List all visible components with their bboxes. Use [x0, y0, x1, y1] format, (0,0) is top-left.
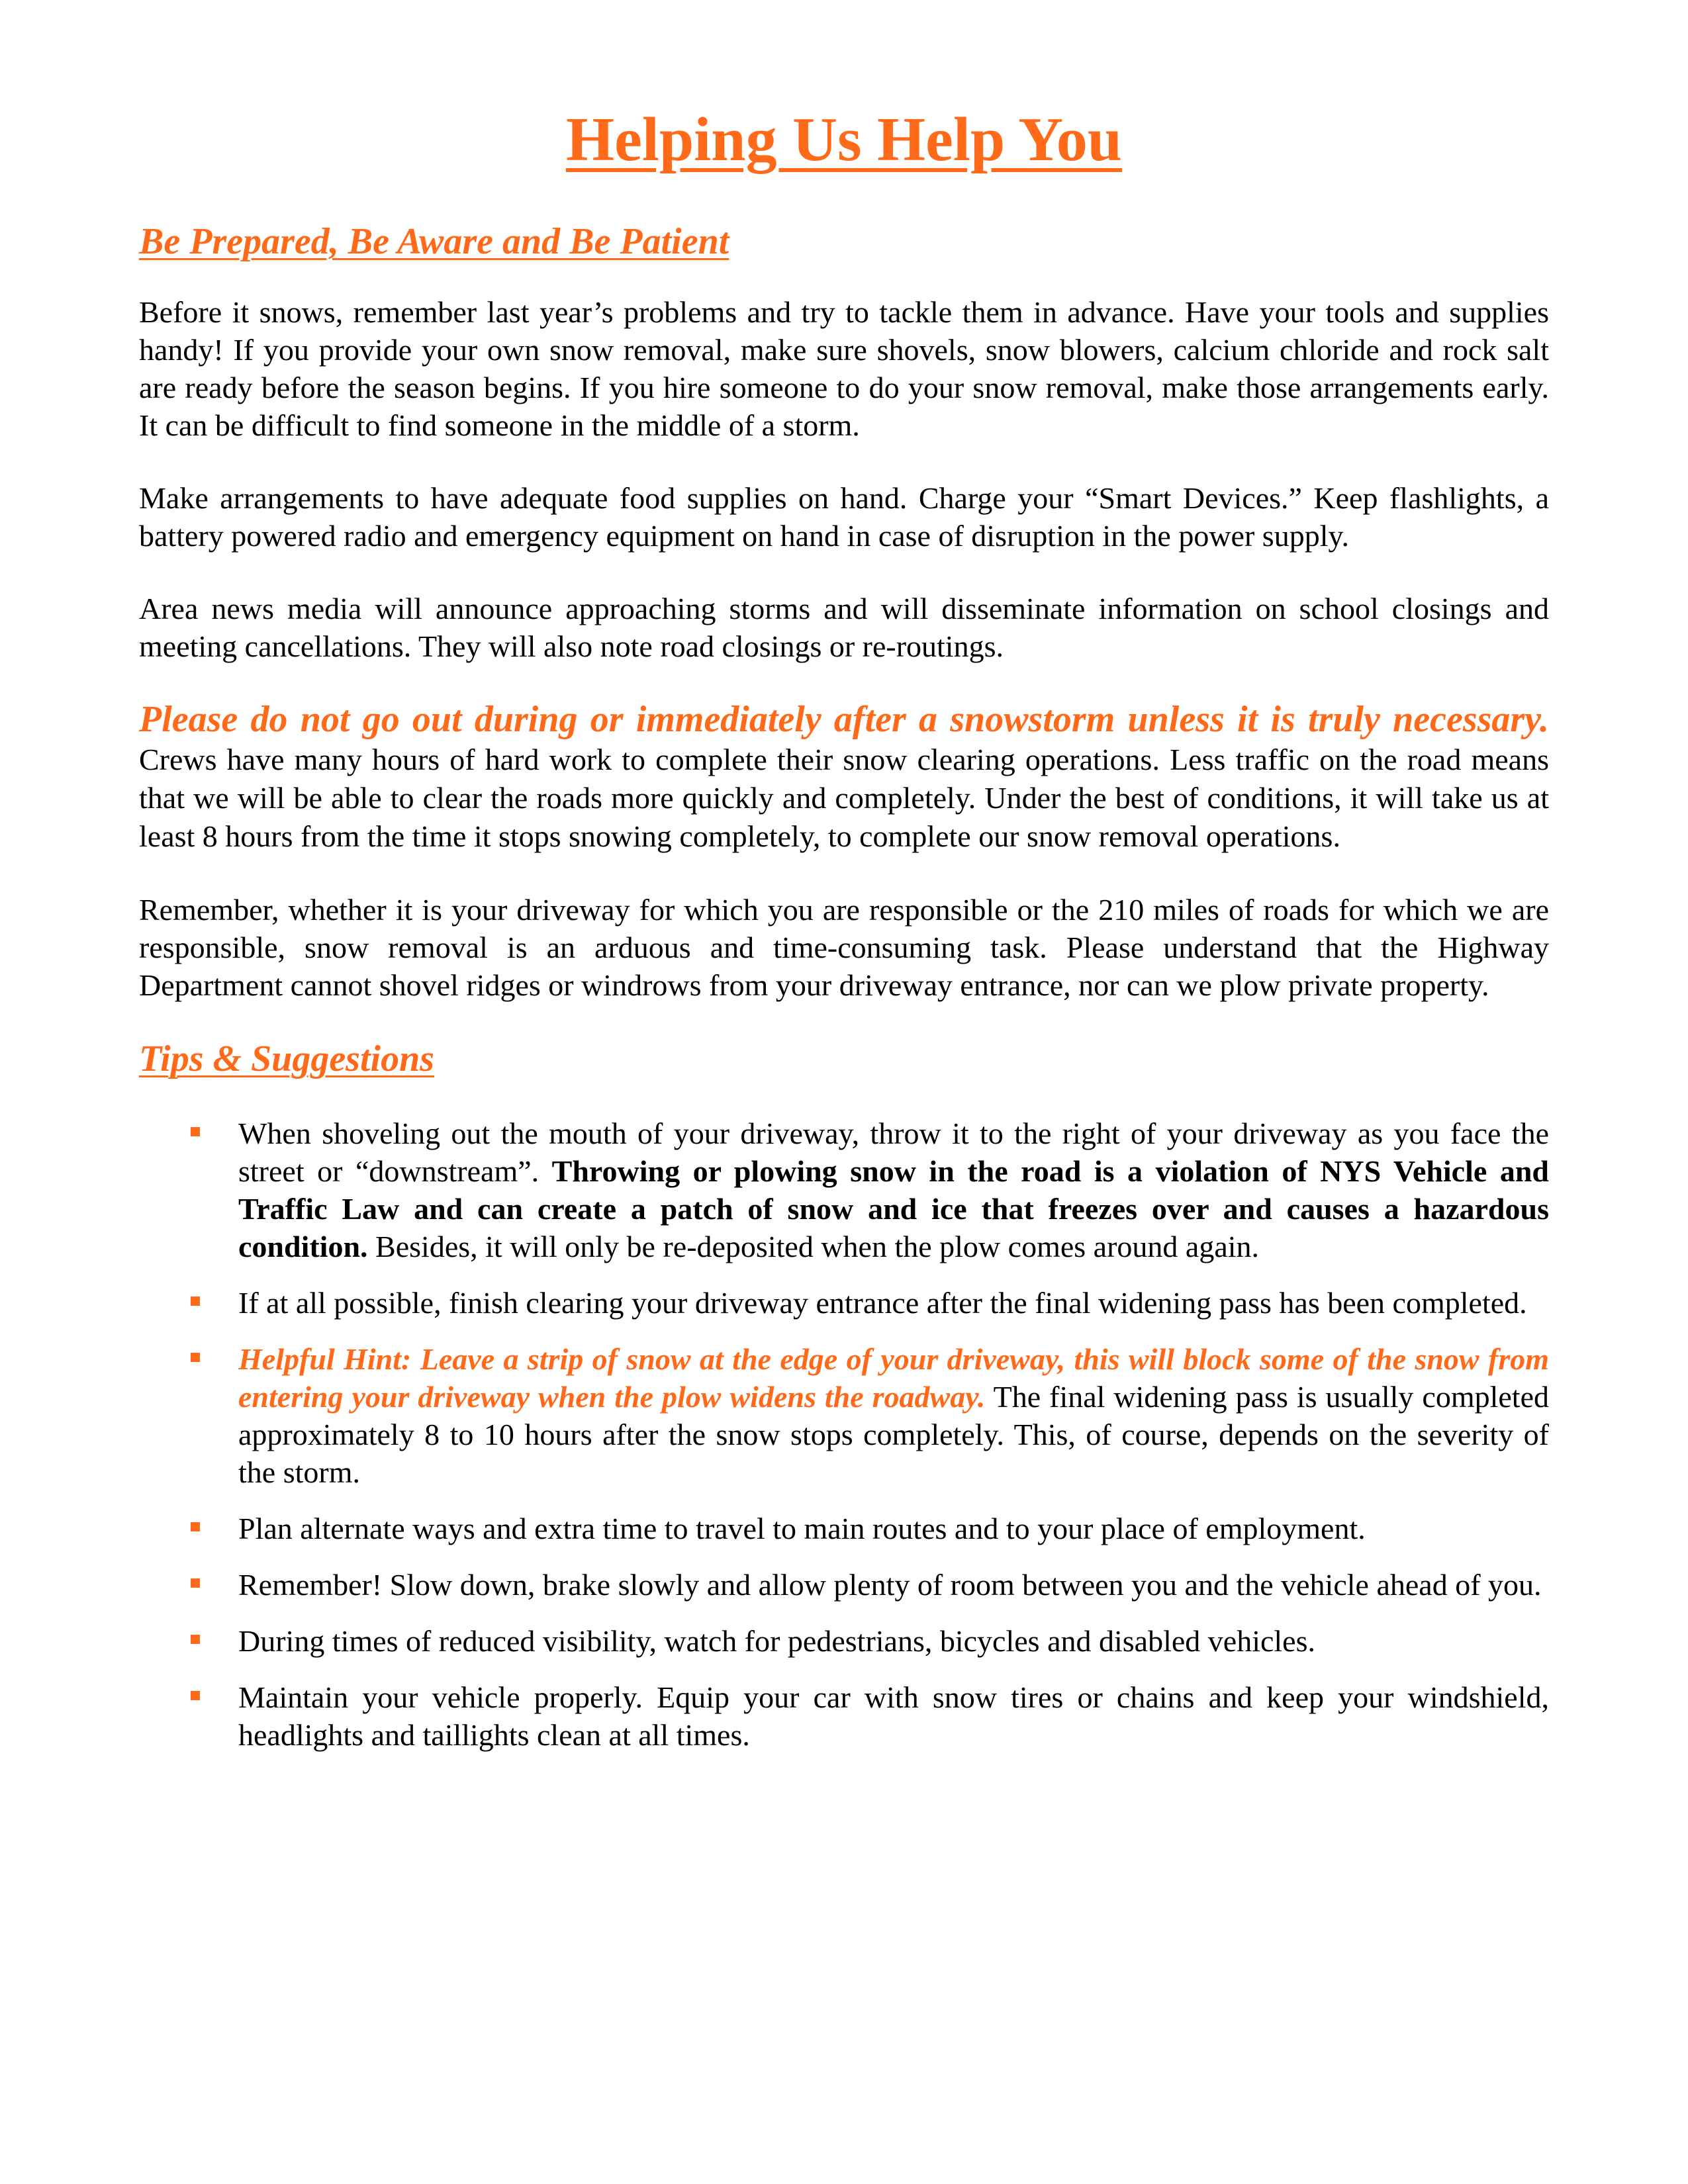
square-bullet-icon: [191, 1127, 200, 1136]
paragraph-food-supplies: Make arrangements to have adequate food supplies on hand. Charge your “Smart Devices.” Keep flashlights, a battery powered radio and emergency equipment on hand in case of disruption in the power supply.: [139, 480, 1549, 553]
tip-text: Maintain your vehicle properly. Equip your car with snow tires or chains and keep your windshield, headlights and taillights clean at all times.: [238, 1680, 1549, 1752]
square-bullet-icon: [191, 1691, 200, 1700]
tip-text: During times of reduced visibility, watch for pedestrians, bicycles and disabled vehicles.: [238, 1623, 1316, 1658]
tips-list: [139, 1115, 1549, 1754]
square-bullet-icon: [191, 1578, 200, 1588]
paragraph-news-media: Area news media will announce approaching storms and will disseminate information on school closings and meeting cancellations. They will also note road closings or re-routings.: [139, 591, 1549, 663]
paragraph-before-it-snows: Before it snows, remember last year’s problems and try to tackle them in advance. Have your tools and supplies handy! If you provide your own snow removal, make sure shovels, snow blowers, calcium chloride and rock salt are ready before the season begins. If you hire someone to do your snow removal, make those arrangements early. It can be difficult to find someone in the middle of a storm.: [139, 295, 1549, 442]
square-bullet-icon: [191, 1522, 200, 1531]
page-title: Helping Us Help You: [565, 105, 1123, 174]
helpful-hint-text: Helpful Hint: Leave a strip of snow at the edge of your driveway, this will block some of the snow from entering your driveway when the plow widens the roadway.: [238, 1342, 1549, 1414]
square-bullet-icon: [191, 1635, 200, 1644]
tip-text: When shoveling out the mouth of your driveway, throw it to the right of your driveway as you face the street or “downstream”.: [238, 1116, 1549, 1188]
tip-text: The final widening pass is usually completed approximately 8 to 10 hours after the snow stops completely. This, of course, depends on the severity of the storm.: [238, 1379, 1549, 1489]
warning-lead-text: Please do not go out during or immediately after a snowstorm unless it is truly necessary.: [139, 698, 1549, 740]
section-heading-tips: Tips & Suggestions: [139, 1038, 435, 1079]
tip-bold-text: Throwing or plowing snow in the road is a violation of NYS Vehicle and Traffic Law and can create a patch of snow and ice that freezes over and causes a hazardous condition.: [238, 1154, 1549, 1263]
warning-body-text: Crews have many hours of hard work to complete their snow clearing operations. Less traffic on the road means that we will be able to clear the roads more quickly and completely. Under the best of conditions, it will take us at least 8 hours from the time it stops snowing completely, to complete our snow removal operations.: [139, 742, 1549, 853]
list-item: [238, 1510, 1549, 1547]
list-item: [238, 1678, 1549, 1754]
tip-text: Besides, it will only be re-deposited when the plow comes around again.: [367, 1229, 1260, 1263]
paragraph-responsibility: Remember, whether it is your driveway for which you are responsible or the 210 miles of roads for which we are responsible, snow removal is an arduous and time-consuming task. Please understand that the Highway Department cannot shovel ridges or windrows from your driveway entrance, nor can we plow private property.: [139, 892, 1549, 1002]
list-item: [238, 1340, 1549, 1491]
tip-text: If at all possible, finish clearing your driveway entrance after the final widening pass has been completed.: [238, 1285, 1527, 1320]
square-bullet-icon: [191, 1353, 200, 1362]
tip-text: Remember! Slow down, brake slowly and allow plenty of room between you and the vehicle ahead of you.: [238, 1567, 1542, 1602]
section-heading-be-prepared: Be Prepared, Be Aware and Be Patient: [139, 221, 729, 263]
list-item: [238, 1115, 1549, 1265]
list-item: [238, 1566, 1549, 1604]
list-item: [238, 1622, 1549, 1660]
square-bullet-icon: [191, 1297, 200, 1306]
tip-text: Plan alternate ways and extra time to travel to main routes and to your place of employment.: [238, 1511, 1366, 1545]
document-page: [139, 106, 1549, 1772]
list-item: [238, 1284, 1549, 1322]
paragraph-stay-home-warning: [139, 700, 1549, 856]
